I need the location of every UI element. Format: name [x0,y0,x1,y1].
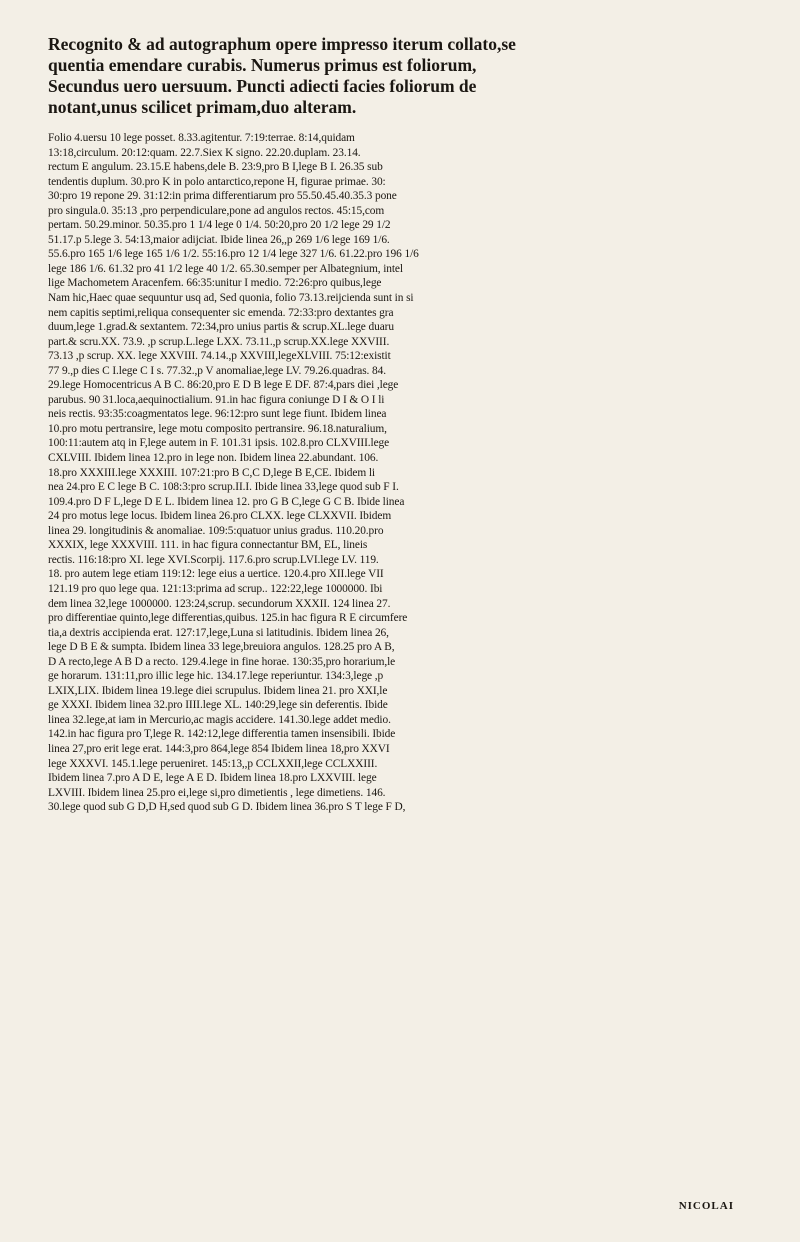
errata-line: rectum E angulum. 23.15.E habens,dele B. 23:9,pro B I,lege B I. 26.35 sub [48,161,383,174]
errata-line: LXVIII. Ibidem linea 25.pro ei,lege si,pro dimetientis , lege dimetiens. 146. [48,786,386,799]
errata-line: lige Machometem Aracenfem. 66:35:unitur I medio. 72:26:pro quibus,lege [48,277,382,290]
errata-line: 100:11:autem atq in F,lege autem in F. 101.31 ipsis. 102.8.pro CLXVIII.lege [48,437,390,450]
errata-line: rectis. 116:18:pro XI. lege XVI.Scorpij. 117.6.pro scrup.LVI.lege LV. 119. [48,553,379,566]
errata-line: lege 186 1/6. 61.32 pro 41 1/2 lege 40 1/2. 65.30.semper per Albategnium, intel [48,262,403,275]
errata-body [48,131,752,815]
heading-line: notant,unus scilicet primam,duo alteram. [48,97,357,117]
errata-heading [48,34,752,118]
errata-line: tendentis duplum. 30.pro K in polo antarctico,repone H, figurae primae. 30: [48,175,386,188]
errata-line: Nam hic,Haec quae sequuntur usq ad, Sed quonia, folio 73.13.reijcienda sunt in si [48,292,414,305]
errata-line: XXXIX, lege XXXVIII. 111. in hac figura connectantur BM, EL, lineis [48,539,368,552]
errata-line: LXIX,LIX. Ibidem linea 19.lege diei scrupulus. Ibidem linea 21. pro XXI,le [48,684,388,697]
errata-line: linea 27,pro erit lege erat. 144:3,pro 864,lege 854 Ibidem linea 18,pro XXVI [48,742,390,755]
errata-line: lege XXXVI. 145.1.lege perueniret. 145:13,,p CCLXXII,lege CCLXXIII. [48,757,378,770]
errata-line: 51.17.p 5.lege 3. 54:13,maior adijciat. Ibide linea 26,,p 269 1/6 lege 169 1/6. [48,233,390,246]
errata-line: Folio 4.uersu 10 lege posset. 8.33.agitentur. 7:19:terrae. 8:14,quidam [48,132,355,144]
errata-line: ge horarum. 131:11,pro illic lege hic. 134.17.lege reperiuntur. 134:3,lege ,p [48,670,384,683]
errata-line: dem linea 32,lege 1000000. 123:24,scrup. secundorum XXXII. 124 linea 27. [48,597,391,610]
errata-line: 55.6.pro 165 1/6 lege 165 1/6 1/2. 55:16.pro 12 1/4 lege 327 1/6. 61.22.pro 196 1/6 [48,248,419,261]
errata-line: 30:pro 19 repone 29. 31:12:in prima differentiarum pro 55.50.45.40.35.3 pone [48,190,397,203]
errata-line: pro singula.0. 35:13 ,pro perpendiculare,pone ad angulos rectos. 45:15,com [48,204,385,217]
errata-line: 73.13 ,p scrup. XX. lege XXVIII. 74.14.,p XXVIII,legeXLVIII. 75:12:existit [48,350,391,363]
errata-line: CXLVIII. Ibidem linea 12.pro in lege non. Ibidem linea 22.abundant. 106. [48,452,379,465]
errata-line: 29.lege Homocentricus A B C. 86:20,pro E D B lege E DF. 87:4,pars diei ,lege [48,379,399,392]
errata-line: D A recto,lege A B D a recto. 129.4.lege in fine horae. 130:35,pro horarium,le [48,655,396,668]
errata-line: nea 24.pro E C lege B C. 108:3:pro scrup.II.I. Ibide linea 33,lege quod sub F I. [48,481,399,494]
errata-line: pertam. 50.29.minor. 50.35.pro 1 1/4 lege 0 1/4. 50:20,pro 20 1/2 lege 29 1/2 [48,219,391,232]
errata-line: linea 32.lege,at iam in Mercurio,ac magis accidere. 141.30.lege addet medio. [48,713,391,726]
errata-line: linea 29. longitudinis & anomaliae. 109:5:quatuor unius gradus. 110.20.pro [48,524,384,537]
errata-line: pro differentiae quinto,lege differentias,quibus. 125.in hac figura R E circumfere [48,612,408,625]
catchword: NICOLAI [678,1200,734,1212]
errata-line: 30.lege quod sub G D,D H,sed quod sub G D. Ibidem linea 36.pro S T lege F D, [48,801,406,814]
heading-line: quentia emendare curabis. Numerus primus est foliorum, [48,55,477,75]
errata-line: 109.4.pro D F L,lege D E L. Ibidem linea 12. pro G B C,lege G C B. Ibide linea [48,495,405,508]
errata-line: neis rectis. 93:35:coagmentatos lege. 96:12:pro sunt lege fiunt. Ibidem linea [48,408,387,421]
errata-line: nem capitis septimi,reliqua consequenter sic emenda. 72:33:pro dextantes gra [48,306,394,319]
errata-line: 77 9.,p dies C I.lege C I s. 77.32.,p V anomaliae,lege LV. 79.26.quadras. 84. [48,364,386,377]
errata-line: 24 pro motus lege locus. Ibidem linea 26.pro CLXX. lege CLXXVII. Ibidem [48,510,392,523]
errata-line: lege D B E & sumpta. Ibidem linea 33 lege,breuiora angulos. 128.25 pro A B, [48,641,395,654]
errata-line: parubus. 90 31.loca,aequinoctialium. 91.in hac figura coniunge D I & O I li [48,393,385,406]
errata-line: 142.in hac figura pro T,lege R. 142:12,lege differentia tamen insensibili. Ibide [48,728,396,741]
errata-line: ge XXXI. Ibidem linea 32.pro IIII.lege XL. 140:29,lege sin deferentis. Ibide [48,699,388,712]
errata-line: tia,a dextris accipienda erat. 127:17,lege,Luna si latitudinis. Ibidem linea 26, [48,626,389,639]
errata-line: 10.pro motu pertransire, lege motu composito pertransire. 96.18.naturalium, [48,422,387,435]
errata-line: Ibidem linea 7.pro A D E, lege A E D. Ibidem linea 18.pro LXXVIII. lege [48,772,377,785]
errata-line: duum,lege 1.grad.& sextantem. 72:34,pro unius partis & scrup.XL.lege duaru [48,321,394,334]
heading-line: Secundus uero uersuum. Puncti adiecti facies foliorum de [48,76,477,96]
errata-line: 18. pro autem lege etiam 119:12: lege eius a uertice. 120.4.pro XII.lege VII [48,568,384,581]
errata-line: 13:18,circulum. 20:12:quam. 22.7.Siex K signo. 22.20.duplam. 23.14. [48,146,361,159]
heading-line: Recognito & ad autographum opere impresso iterum collato,se [48,34,516,54]
errata-line: 18.pro XXXIII.lege XXXIII. 107:21:pro B C,C D,lege B E,CE. Ibidem li [48,466,375,479]
errata-line: 121.19 pro quo lege qua. 121:13:prima ad scrup.. 122:22,lege 1000000. Ibi [48,582,383,595]
errata-line: part.& scru.XX. 73.9. ,p scrup.L.lege LXX. 73.11.,p scrup.XX.lege XXVIII. [48,335,390,348]
